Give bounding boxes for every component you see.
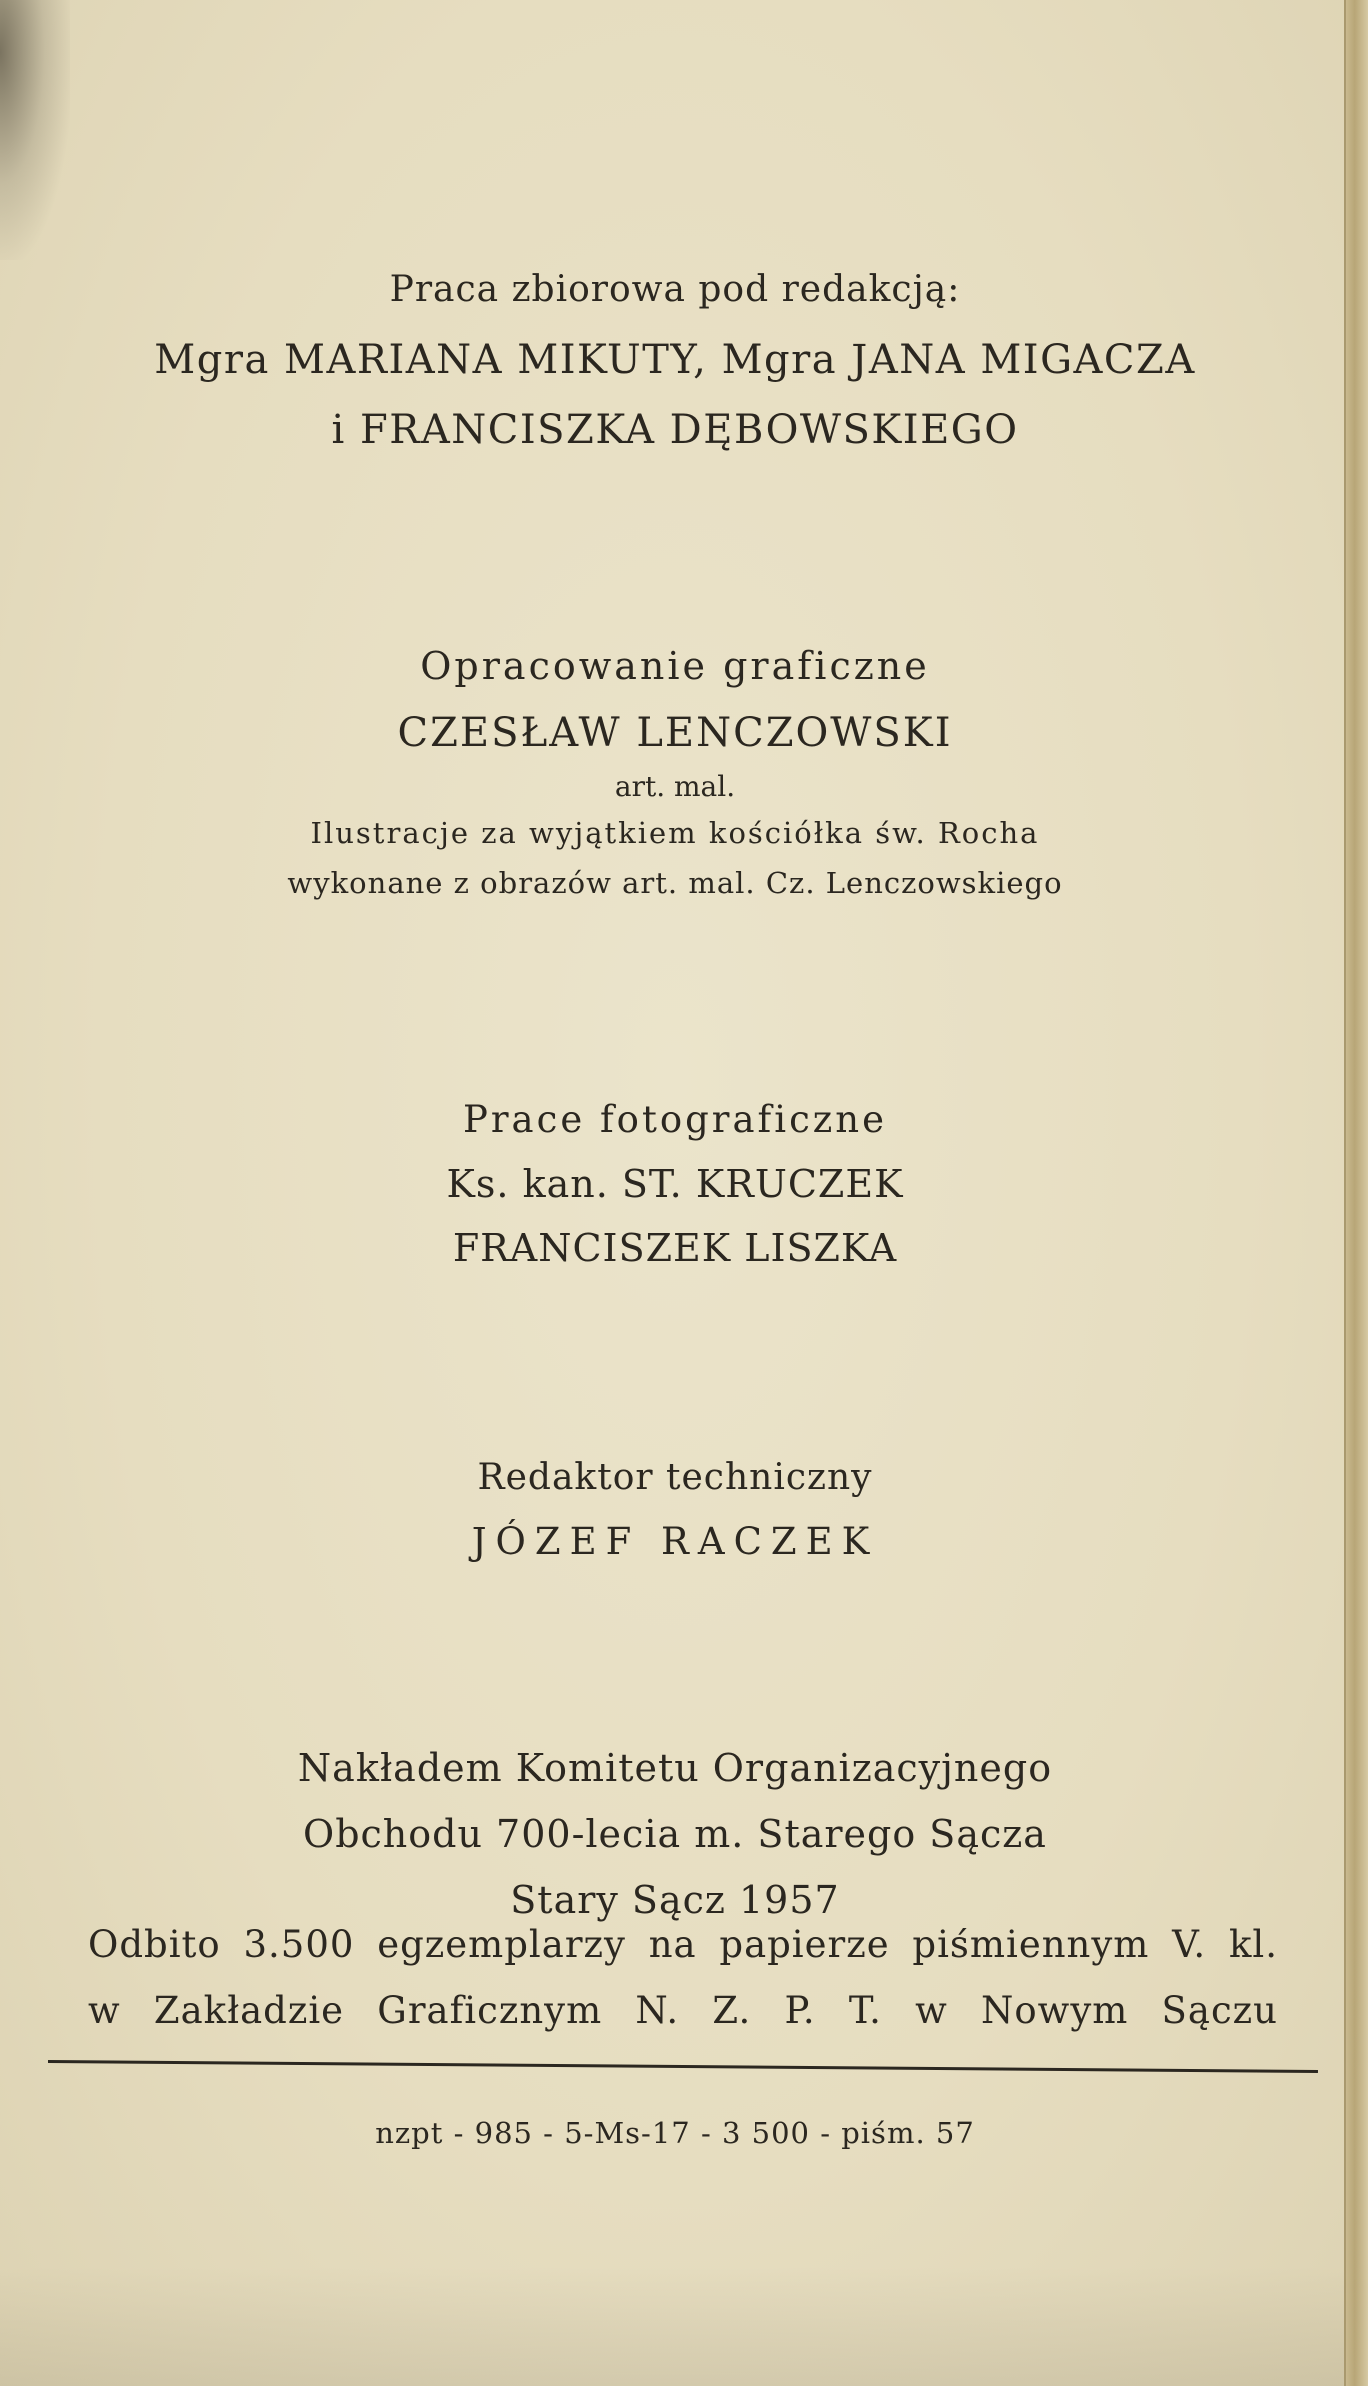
- editors-heading: Praca zbiorowa pod redakcją:: [389, 269, 961, 310]
- technical-editor-heading: Redaktor techniczny: [477, 1457, 873, 1498]
- editors-credits: [0, 255, 1350, 465]
- illustrations-note-line1: Ilustracje za wyjątkiem kościółka św. Rocha: [310, 816, 1040, 850]
- graphic-designer-name: CZESŁAW LENCZOWSKI: [397, 710, 953, 756]
- publisher-place-year: Stary Sącz 1957: [510, 1878, 840, 1922]
- editors-names-line1: Mgra MARIANA MIKUTY, Mgra JANA MIGACZA: [154, 337, 1196, 383]
- divider-rule: [48, 2060, 1318, 2073]
- graphic-design-heading: Opracowanie graficzne: [420, 644, 930, 688]
- page-edge: [1344, 0, 1368, 2386]
- print-run-line1: Odbito 3.500 egzemplarzy na papierze piśmiennym V. kl.: [88, 1923, 1278, 1966]
- printer-imprint: [0, 2108, 1350, 2158]
- publisher-line1: Nakładem Komitetu Organizacyjnego: [297, 1746, 1053, 1790]
- graphic-designer-title: art. mal.: [614, 770, 736, 803]
- photographer-name-1: Ks. kan. ST. KRUCZEK: [446, 1162, 904, 1206]
- photography-heading: Prace fotograficzne: [462, 1098, 888, 1141]
- print-run-line2: w Zakładzie Graficznym N. Z. P. T. w Nowym Sączu: [88, 1989, 1278, 2032]
- technical-editor-credits: [0, 1446, 1350, 1574]
- publisher-line2: Obchodu 700-lecia m. Starego Sącza: [303, 1812, 1047, 1856]
- technical-editor-name: JÓZEF RACZEK: [471, 1520, 879, 1563]
- page-bottom-shade: [0, 2266, 1350, 2386]
- graphic-design-credits: [0, 632, 1350, 908]
- photography-credits: [0, 1088, 1350, 1280]
- imprint-code: nzpt - 985 - 5-Ms-17 - 3 500 - piśm. 57: [375, 2116, 975, 2150]
- photographer-name-2: FRANCISZEK LISZKA: [452, 1226, 898, 1270]
- illustrations-note-line2: wykonane z obrazów art. mal. Cz. Lenczowskiego: [287, 866, 1063, 900]
- print-run-info: [88, 1912, 1278, 2044]
- page-shadow: [0, 0, 70, 260]
- editors-names-line2: i FRANCISZKA DĘBOWSKIEGO: [331, 407, 1019, 453]
- publisher-info: [0, 1735, 1350, 1933]
